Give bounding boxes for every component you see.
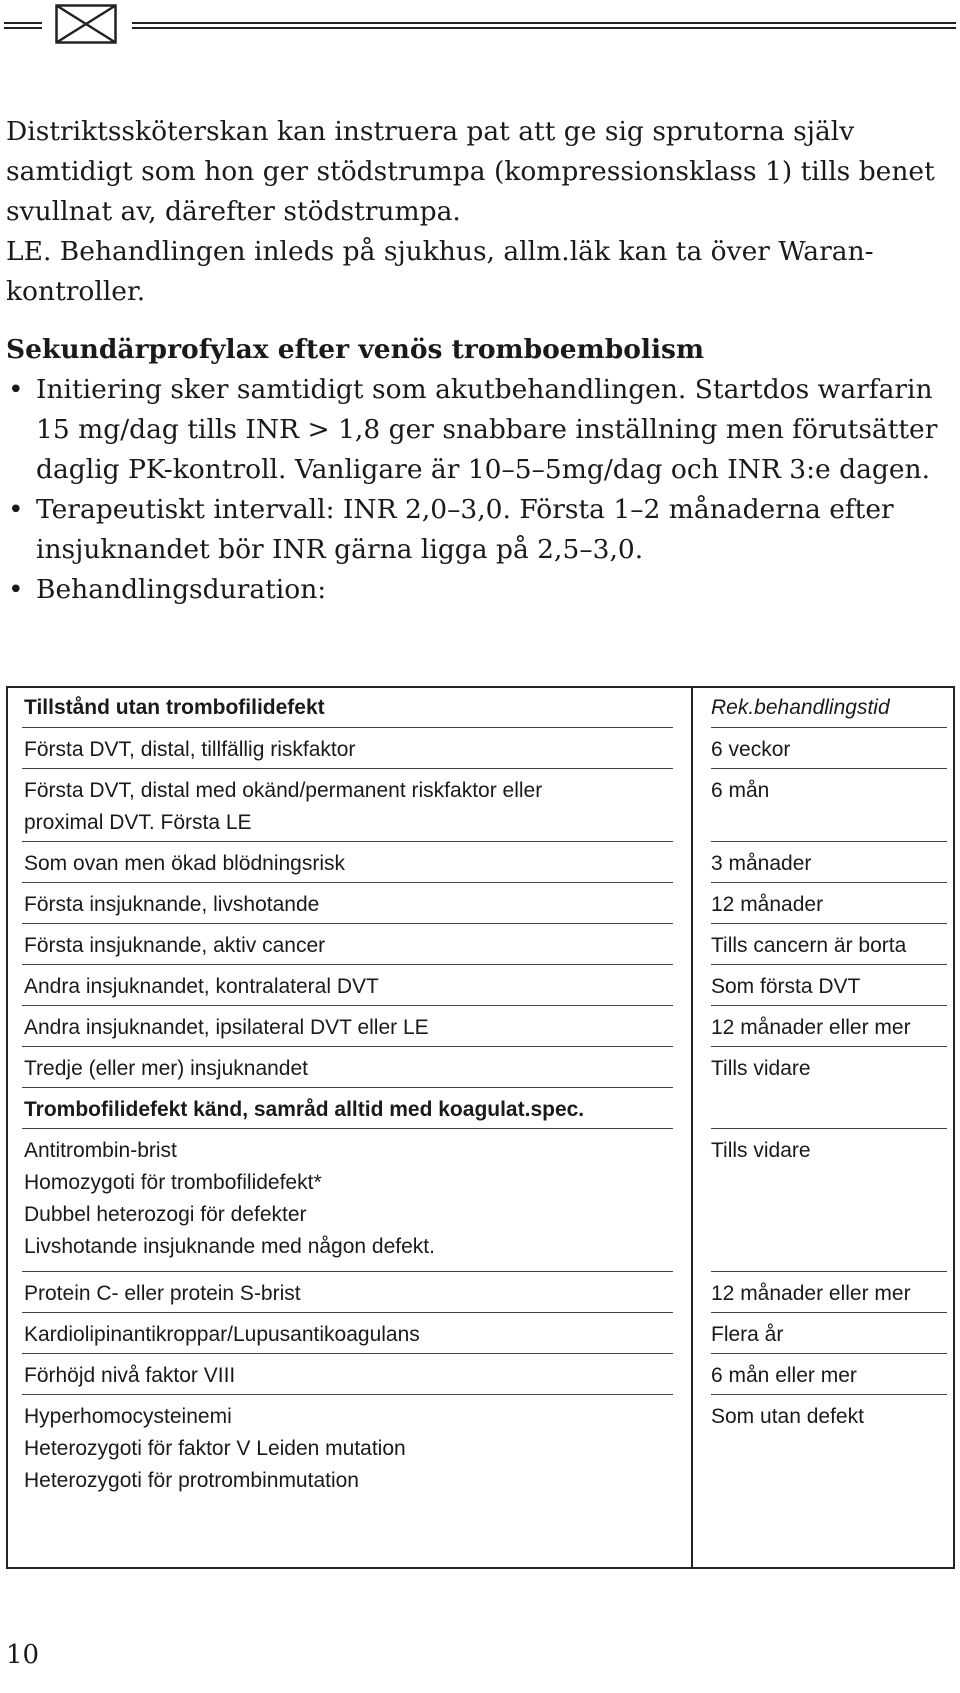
condition-line: Protein C- eller protein S-brist — [24, 1282, 301, 1305]
intro-paragraph-1: Distriktssköterskan kan instruera pat att ge sig sprutorna själv samtidigt som hon ger stödstrumpa (kompressionsklass 1) tills benet svullnat av, därefter stödstrumpa. — [6, 116, 935, 227]
condition-cell — [24, 848, 674, 880]
duration-cell: 6 mån — [711, 775, 951, 807]
condition-line: Första insjuknande, aktiv cancer — [24, 934, 326, 957]
condition-line: Första insjuknande, livshotande — [24, 893, 320, 916]
section2-header: Trombofilidefekt känd, samråd alltid med koagulat.spec. — [24, 1098, 585, 1121]
duration-cell: 6 veckor — [711, 734, 951, 766]
condition-line: Som ovan men ökad blödningsrisk — [24, 852, 346, 875]
condition-cell — [24, 1135, 674, 1263]
duration-cell: Flera år — [711, 1319, 951, 1351]
condition-line: proximal DVT. Första LE — [24, 811, 252, 834]
duration-cell: 12 månader — [711, 889, 951, 921]
condition-cell — [24, 1053, 674, 1085]
section-title: Sekundärprofylax efter venös tromboembolism — [6, 334, 704, 365]
intro-paragraph-2: LE. Behandlingen inleds på sjukhus, allm.läk kan ta över Waran-kontroller. — [6, 236, 874, 307]
body-text — [6, 112, 956, 610]
condition-line: Homozygoti för trombofilidefekt* — [24, 1171, 322, 1194]
bullet-item-duration: • Behandlingsduration: — [6, 570, 956, 610]
bullet-item-interval: • Terapeutiskt intervall: INR 2,0–3,0. Första 1–2 månaderna efter insjuknandet bör INR gärna ligga på 2,5–3,0. — [6, 490, 956, 570]
page-number: 10 — [6, 1640, 40, 1670]
condition-cell — [24, 775, 674, 839]
duration-cell: 3 månader — [711, 848, 951, 880]
header-rule-right — [132, 22, 956, 29]
duration-cell: 6 mån eller mer — [711, 1360, 951, 1392]
bullet-list — [6, 370, 956, 610]
condition-line: Förhöjd nivå faktor VIII — [24, 1364, 236, 1387]
condition-cell — [24, 1319, 674, 1351]
header-duration: Rek.behandlingstid — [711, 696, 890, 719]
condition-cell — [24, 930, 674, 962]
condition-cell — [24, 1401, 674, 1497]
header-condition: Tillstånd utan trombofilidefekt — [24, 696, 325, 719]
duration-cell: Tills vidare — [711, 1053, 951, 1085]
column-divider — [691, 688, 693, 1567]
condition-line: Kardiolipinantikroppar/Lupusantikoagulans — [24, 1323, 420, 1346]
condition-line: Heterozygoti för faktor V Leiden mutation — [24, 1437, 406, 1460]
condition-cell — [24, 1360, 674, 1392]
condition-line: Andra insjuknandet, kontralateral DVT — [24, 975, 379, 998]
envelope-icon — [55, 4, 117, 44]
condition-line: Heterozygoti för protrombinmutation — [24, 1469, 359, 1492]
condition-line: Första DVT, distal med okänd/permanent riskfaktor eller — [24, 779, 543, 802]
page-header — [0, 0, 960, 60]
condition-line: Dubbel heterozogi för defekter — [24, 1203, 307, 1226]
condition-line: Första DVT, distal, tillfällig riskfaktor — [24, 738, 356, 761]
condition-line: Andra insjuknandet, ipsilateral DVT eller LE — [24, 1016, 429, 1039]
condition-cell — [24, 734, 674, 766]
duration-cell: Tills vidare — [711, 1135, 951, 1167]
treatment-duration-table — [6, 686, 955, 1569]
header-rule-left — [4, 22, 42, 29]
condition-line: Tredje (eller mer) insjuknandet — [24, 1057, 309, 1080]
duration-cell: Som utan defekt — [711, 1401, 951, 1433]
intro-text — [6, 112, 956, 312]
condition-cell — [24, 1012, 674, 1044]
bullet-item-initiation: • Initiering sker samtidigt som akutbehandlingen. Startdos warfarin 15 mg/dag tills INR > 1,8 ger snabbare inställning men förutsätter daglig PK-kontroll. Vanligare är 10–5–5mg/dag och INR 3:e dagen. — [6, 370, 956, 490]
duration-cell: Tills cancern är borta — [711, 930, 951, 962]
duration-cell: Som första DVT — [711, 971, 951, 1003]
condition-line: Antitrombin-brist — [24, 1139, 177, 1162]
condition-cell — [24, 971, 674, 1003]
duration-cell: 12 månader eller mer — [711, 1012, 951, 1044]
condition-cell — [24, 889, 674, 921]
condition-line: Livshotande insjuknande med någon defekt. — [24, 1235, 435, 1258]
condition-cell — [24, 1278, 674, 1310]
duration-cell: 12 månader eller mer — [711, 1278, 951, 1310]
condition-line: Hyperhomocysteinemi — [24, 1405, 232, 1428]
